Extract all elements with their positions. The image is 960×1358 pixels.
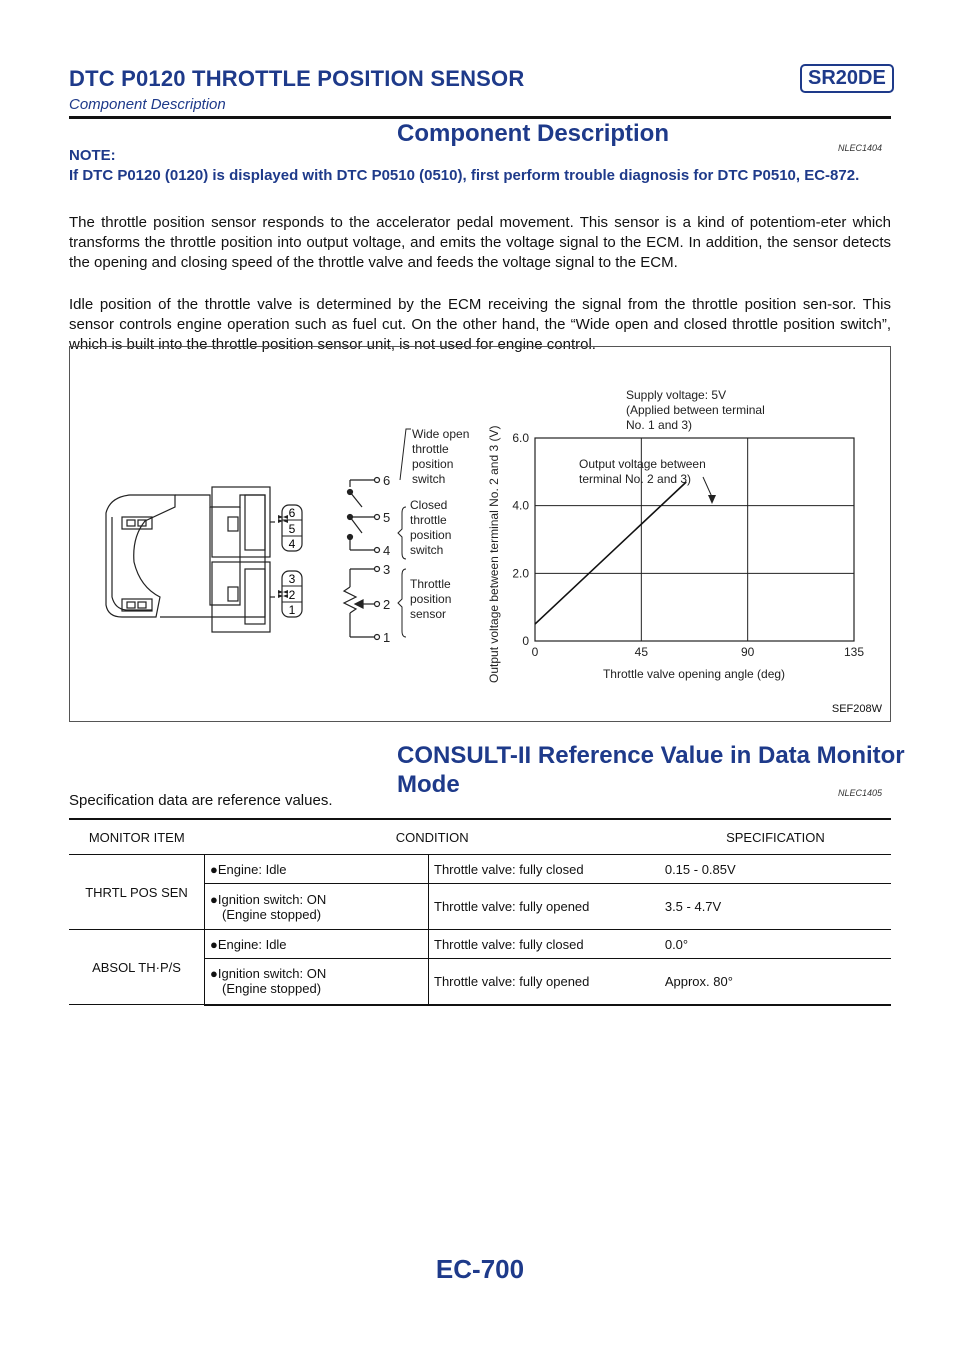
condition-subtext: (Engine stopped) bbox=[222, 981, 322, 997]
pin-label: 1 bbox=[288, 603, 296, 617]
specification-cell: 0.0° bbox=[660, 930, 891, 959]
y-tick-label: 2.0 bbox=[512, 566, 529, 581]
description-paragraph-1: The throttle position sensor responds to the accelerator pedal movement. This sensor is a kind of potentiom-eter which transforms the throttle position into output voltage, and emits the voltage signal to the ECM. In addition, the sensor detects the opening and closing speed of the throttle valve and feeds the voltage signal to the ECM. bbox=[69, 214, 891, 271]
specification-cell: Approx. 80° bbox=[660, 959, 891, 1005]
supply-voltage-note: (Applied between terminal bbox=[626, 403, 765, 417]
table-header-row bbox=[69, 819, 891, 855]
engine-model-badge: SR20DE bbox=[800, 64, 894, 93]
x-tick-label: 90 bbox=[740, 645, 755, 659]
y-tick-label: 0 bbox=[522, 634, 529, 648]
section-reference-code: NLEC1405 bbox=[838, 788, 883, 798]
specification-cell: 0.15 - 0.85V bbox=[660, 855, 891, 884]
valve-condition-cell: Throttle valve: fully opened bbox=[429, 959, 660, 1005]
terminal-number: 1 bbox=[383, 630, 391, 645]
note-label: NOTE: bbox=[69, 147, 116, 164]
monitor-item-cell: THRTL POS SEN bbox=[69, 855, 205, 930]
section-title-consult-reference bbox=[397, 741, 905, 799]
note-block bbox=[69, 146, 891, 186]
pin-label: 6 bbox=[288, 506, 296, 520]
closed-switch-label: Closed bbox=[410, 498, 448, 512]
pin-label: 2 bbox=[288, 588, 296, 602]
wide-open-switch-label: switch bbox=[412, 472, 446, 486]
sensor-label: position bbox=[410, 592, 452, 606]
section-title-line: Mode bbox=[397, 771, 460, 798]
annotation-arrowhead bbox=[708, 495, 716, 504]
page-number: EC-700 bbox=[435, 1254, 525, 1284]
terminal-labels bbox=[383, 473, 390, 645]
condition-cell bbox=[205, 884, 429, 930]
condition-text: Engine: Idle bbox=[217, 936, 287, 952]
closed-switch-label: switch bbox=[410, 543, 444, 557]
y-tick-label: 6.0 bbox=[512, 431, 529, 445]
table-row bbox=[69, 930, 891, 959]
pin-label: 5 bbox=[288, 522, 296, 536]
condition-subtext: (Engine stopped) bbox=[222, 906, 322, 922]
description-paragraph-2: Idle position of the throttle valve is determined by the ECM receiving the signal from the throttle position sen-sor. This sensor controls engine operation such as fuel cut. On the other hand, the “Wide open and closed throttle position switch”, which is built into the throttle position sensor unit, is not used for engine control. bbox=[69, 296, 891, 353]
terminal-number: 3 bbox=[383, 562, 391, 577]
y-tick-label: 4.0 bbox=[512, 498, 529, 513]
specification-note: Specification data are reference values. bbox=[69, 792, 333, 809]
header-divider bbox=[69, 116, 891, 119]
output-voltage-series-line bbox=[535, 482, 686, 624]
wide-open-switch-label: throttle bbox=[412, 442, 449, 456]
x-tick-label: 45 bbox=[634, 645, 649, 659]
terminal-number: 6 bbox=[383, 473, 391, 488]
valve-condition-cell: Throttle valve: fully closed bbox=[429, 855, 660, 884]
output-voltage-note: Output voltage between bbox=[579, 457, 706, 471]
page-header-title: DTC P0120 THROTTLE POSITION SENSOR bbox=[69, 66, 525, 91]
specification-cell: 3.5 - 4.7V bbox=[660, 884, 891, 930]
output-voltage-chart bbox=[487, 388, 864, 683]
page-header-subtitle: Component Description bbox=[69, 96, 226, 113]
valve-condition-cell: Throttle valve: fully closed bbox=[429, 930, 660, 959]
supply-voltage-note: Supply voltage: 5V bbox=[626, 388, 727, 402]
terminal-number: 5 bbox=[383, 510, 391, 525]
column-header: CONDITION bbox=[205, 819, 660, 855]
bullet: ● bbox=[210, 861, 218, 877]
closed-switch-label: position bbox=[410, 528, 452, 542]
annotation-leader bbox=[703, 477, 712, 497]
condition-text: Ignition switch: ON bbox=[217, 966, 327, 982]
output-voltage-note: terminal No. 2 and 3) bbox=[579, 472, 692, 486]
section-reference-code: NLEC1404 bbox=[838, 143, 883, 153]
table-row bbox=[69, 855, 891, 884]
pin-label: 3 bbox=[288, 572, 296, 586]
condition-cell bbox=[205, 855, 429, 884]
column-header: MONITOR ITEM bbox=[69, 819, 205, 855]
terminal-number: 4 bbox=[383, 543, 391, 558]
sensor-figure bbox=[69, 346, 891, 722]
sensor-label: Throttle bbox=[410, 577, 451, 591]
wide-open-switch-label: Wide open bbox=[412, 427, 470, 441]
switch-schematic bbox=[348, 478, 380, 553]
schematic-labels bbox=[410, 427, 469, 621]
sensor-body-drawing bbox=[106, 487, 275, 632]
chart-annotations bbox=[579, 388, 765, 486]
condition-cell bbox=[205, 930, 429, 959]
bullet: ● bbox=[210, 936, 218, 952]
chart-ylabel: Output voltage between terminal No. 2 and 3 (V) bbox=[487, 425, 501, 683]
pin-label: 4 bbox=[288, 537, 296, 551]
condition-text: Engine: Idle bbox=[217, 861, 287, 877]
section-title-component-description: Component Description bbox=[397, 120, 670, 147]
closed-switch-label: throttle bbox=[410, 513, 447, 527]
x-tick-label: 0 bbox=[531, 645, 539, 659]
sensor-label: sensor bbox=[410, 607, 447, 621]
note-text: If DTC P0120 (0120) is displayed with DTC P0510 (0510), first perform trouble diagnosis for DTC P0510, EC-872. bbox=[69, 167, 860, 184]
connector-upper bbox=[278, 505, 302, 551]
sensor-diagram-svg bbox=[70, 347, 890, 721]
x-tick-label: 135 bbox=[843, 645, 865, 659]
condition-text: Ignition switch: ON bbox=[217, 891, 327, 907]
condition-cell bbox=[205, 959, 429, 1005]
section-title-line: CONSULT-II Reference Value in Data Monitor bbox=[397, 742, 905, 769]
supply-voltage-note: No. 1 and 3) bbox=[626, 418, 693, 432]
bullet: ● bbox=[210, 891, 218, 907]
terminal-number: 2 bbox=[383, 597, 391, 612]
chart-xlabel: Throttle valve opening angle (deg) bbox=[602, 667, 786, 681]
wide-open-switch-label: position bbox=[412, 457, 454, 471]
column-header: SPECIFICATION bbox=[660, 819, 891, 855]
figure-id: SEF208W bbox=[831, 703, 882, 715]
bullet: ● bbox=[210, 966, 218, 982]
valve-condition-cell: Throttle valve: fully opened bbox=[429, 884, 660, 930]
reference-value-table bbox=[69, 818, 891, 1006]
monitor-item-cell: ABSOL TH·P/S bbox=[69, 930, 205, 1005]
connector-lower bbox=[278, 571, 302, 617]
sensor-schematic bbox=[344, 567, 380, 640]
